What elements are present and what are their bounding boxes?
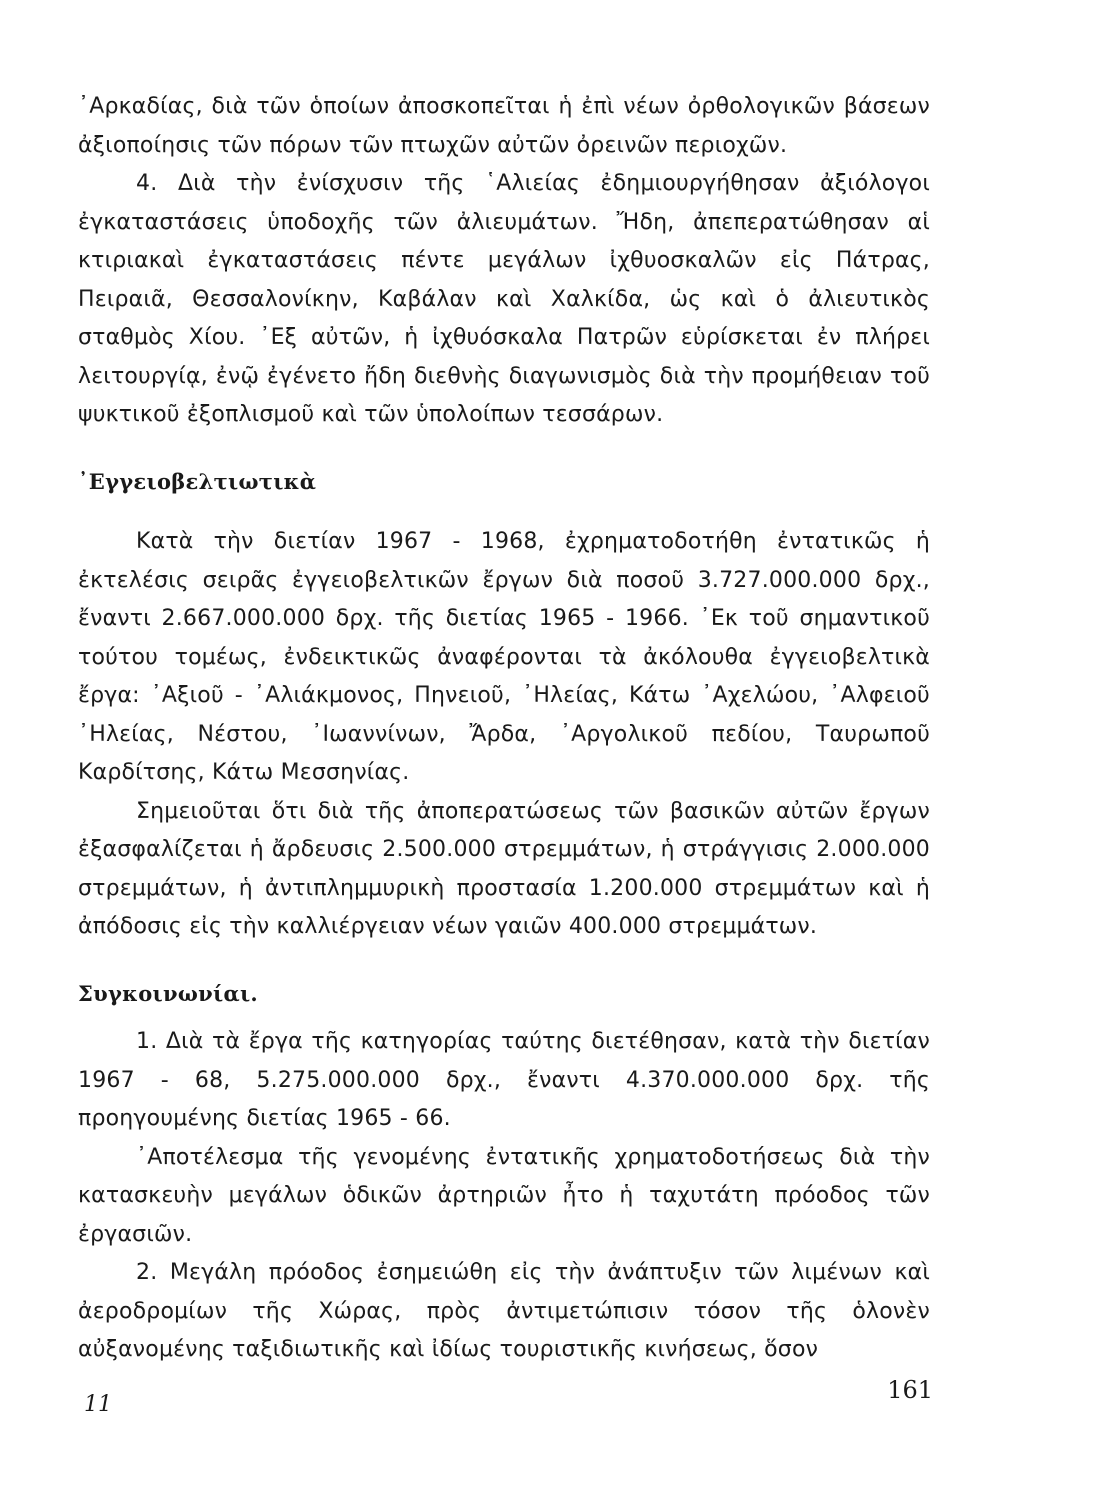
- land-paragraph-2: Σημειοῦται ὅτι διὰ τῆς ἀποπερατώσεως τῶν βασικῶν αὐτῶν ἔργων ἐξασφαλίζεται ἡ ἄρδευσις 2.500.000 στρεμμάτων, ἡ στράγγισις 2.000.000 στρεμμάτων, ἡ ἀντιπλημμυρικὴ προστασία 1.200.000 στρεμμάτων καὶ ἡ ἀπόδοσις εἰς τὴν καλλιέργειαν νέων γαιῶν 400.000 στρεμμάτων.: [78, 798, 930, 939]
- signature-mark: 11: [84, 1392, 112, 1417]
- transport-paragraph-1: 1. Διὰ τὰ ἔργα τῆς κατηγορίας ταύτης διετέθησαν, κατὰ τὴν διετίαν 1967 - 68, 5.275.000.000 δρχ., ἔναντι 4.370.000.000 δρχ. τῆς προηγουμένης διετίας 1965 - 66.: [78, 1029, 930, 1131]
- intro-paragraph-1: ᾿Αρκαδίας, διὰ τῶν ὁποίων ἀποσκοπεῖται ἡ ἐπὶ νέων ὀρθολογικῶν βάσεων ἀξιοποίησις τῶν πόρων τῶν πτωχῶν αὐτῶν ὀρεινῶν περιοχῶν.: [78, 94, 930, 158]
- section-heading-transport: Συγκοινωνίαι.: [78, 980, 259, 1006]
- page-body: [78, 88, 930, 1370]
- transport-paragraph-3: 2. Μεγάλη πρόοδος ἐσημειώθη εἰς τὴν ἀνάπτυξιν τῶν λιμένων καὶ ἀεροδρομίων τῆς Χώρας, πρὸς ἀντιμετώπισιν τόσον τῆς ὁλονὲν αὐξανομένης ταξιδιωτικῆς καὶ ἰδίως τουριστικῆς κινήσεως, ὅσον: [78, 1260, 930, 1362]
- page-number: 161: [887, 1376, 933, 1404]
- transport-paragraph-2: ᾿Αποτέλεσμα τῆς γενομένης ἐντατικῆς χρηματοδοτήσεως διὰ τὴν κατασκευὴν μεγάλων ὁδικῶν ἀρτηριῶν ἦτο ἡ ταχυτάτη πρόοδος τῶν ἐργασιῶν.: [78, 1144, 930, 1247]
- land-paragraph-1: Κατὰ τὴν διετίαν 1967 - 1968, ἐχρηματοδοτήθη ἐντατικῶς ἡ ἐκτελέσις σειρᾶς ἐγγειοβελτικῶν ἔργων διὰ ποσοῦ 3.727.000.000 δρχ., ἔναντι 2.667.000.000 δρχ. τῆς διετίας 1965 - 1966. ᾿Εκ τοῦ σημαντικοῦ τούτου τομέως, ἐνδεικτικῶς ἀναφέρονται τὰ ἀκόλουθα ἐγγειοβελτικὰ ἔργα: ᾿Αξιοῦ - ᾿Αλιάκμονος, Πηνειοῦ, ᾿Ηλείας, Κάτω ᾿Αχελώου, ᾿Αλφειοῦ ᾿Ηλείας, Νέστου, ᾿Ιωαννίνων, Ἄρδα, ᾿Αργολικοῦ πεδίου, Ταυρωποῦ Καρδίτσης, Κάτω Μεσσηνίας.: [78, 529, 930, 785]
- intro-paragraph-2: 4. Διὰ τὴν ἐνίσχυσιν τῆς ῾Αλιείας ἐδημιουργήθησαν ἀξιόλογοι ἐγκαταστάσεις ὑποδοχῆς τῶν ἀλιευμάτων. Ἤδη, ἀπεπερατώθησαν αἱ κτιριακαὶ ἐγκαταστάσεις πέντε μεγάλων ἰχθυοσκαλῶν εἰς Πάτρας, Πειραιᾶ, Θεσσαλονίκην, Καβάλαν καὶ Χαλκίδα, ὡς καὶ ὁ ἀλιευτικὸς σταθμὸς Χίου. ᾿Εξ αὐτῶν, ἡ ἰχθυόσκαλα Πατρῶν εὑρίσκεται ἐν πλήρει λειτουργίᾳ, ἐνῷ ἐγένετο ἤδη διεθνὴς διαγωνισμὸς διὰ τὴν προμήθειαν τοῦ ψυκτικοῦ ἐξοπλισμοῦ καὶ τῶν ὑπολοίπων τεσσάρων.: [78, 171, 930, 427]
- section-heading-land-improvement: ᾿Εγγειοβελτιωτικὰ: [78, 468, 317, 494]
